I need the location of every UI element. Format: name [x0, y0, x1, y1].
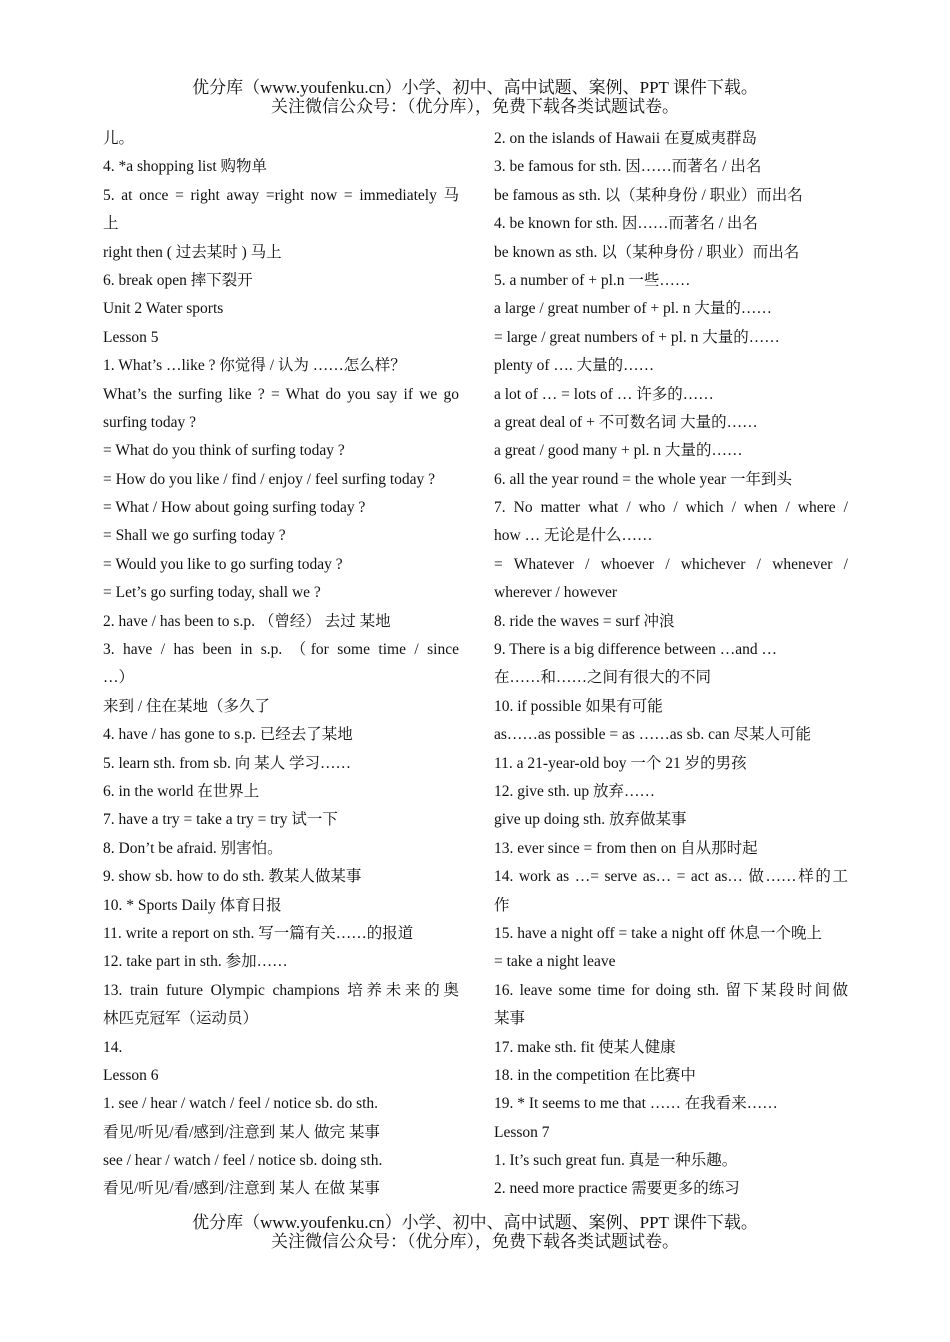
text-line: 9. show sb. how to do sth. 教某人做某事: [103, 868, 362, 886]
text-line: be known as sth. 以（某种身份 / 职业）而出名: [494, 243, 800, 261]
text-line: Lesson 7: [494, 1123, 550, 1141]
text-line: = Shall we go surfing today ?: [103, 527, 286, 545]
page-footer: [0, 1213, 950, 1251]
text-line: 17. make sth. fit 使某人健康: [494, 1038, 676, 1056]
text-line: = Whatever / whoever / whichever / whenever /: [494, 555, 848, 573]
text-line: 林匹克冠军（运动员）: [103, 1010, 259, 1028]
text-line: 2. on the islands of Hawaii 在夏威夷群岛: [494, 130, 758, 147]
text-line: 上: [103, 215, 119, 233]
text-line: 6. in the world 在世界上: [103, 782, 260, 800]
text-line: 作: [494, 896, 510, 914]
text-line: 13. train future Olympic champions 培养未来的奥: [103, 981, 459, 999]
text-line: 来到 / 住在某地（多久了: [103, 697, 271, 715]
text-line: a great deal of + 不可数名词 大量的……: [494, 413, 758, 431]
text-line: 2. need more practice 需要更多的练习: [494, 1180, 740, 1198]
text-line: 1. What’s …like ? 你觉得 / 认为 ……怎么样？: [103, 357, 406, 375]
header-line-2: 关注微信公众号：（优分库），免费下载各类试题试卷。: [271, 97, 679, 116]
text-line: wherever / however: [494, 584, 618, 602]
text-line: 7. have a try = take a try = try 试一下: [103, 811, 338, 829]
text-line: = How do you like / find / enjoy / feel surfing today ?: [103, 470, 436, 488]
text-line: 10. * Sports Daily 体育日报: [103, 896, 282, 914]
text-line: = What do you think of surfing today ?: [103, 442, 345, 460]
text-line: 18. in the competition 在比赛中: [494, 1066, 696, 1084]
footer-line-2: 关注微信公众号：（优分库），免费下载各类试题试卷。: [271, 1232, 679, 1251]
text-line: 看见/听见/看/感到/注意到 某人 做完 某事: [103, 1123, 380, 1141]
text-line: …）: [103, 669, 135, 687]
text-line: 某事: [494, 1010, 526, 1028]
text-line: 19. * It seems to me that …… 在我看来……: [494, 1095, 778, 1113]
text-line: right then ( 过去某时 ) 马上: [103, 243, 282, 261]
text-line: surfing today ?: [103, 413, 196, 431]
page-header: [0, 78, 950, 116]
text-line: 5. at once = right away =right now = immediately 马: [103, 186, 459, 204]
text-line: how … 无论是什么……: [494, 527, 653, 545]
text-line: as……as possible = as ……as sb. can 尽某人可能: [494, 726, 811, 744]
header-line-1: 优分库（www.youfenku.cn）小学、初中、高中试题、案例、PPT 课件下载。: [192, 78, 758, 97]
text-line: 14.: [103, 1038, 123, 1056]
text-line: a lot of … = lots of … 许多的……: [494, 385, 714, 403]
text-line: 6. all the year round = the whole year 一年到头: [494, 470, 792, 488]
text-line: 5. learn sth. from sb. 向 某人 学习……: [103, 754, 351, 772]
text-line: 4. *a shopping list 购物单: [103, 158, 268, 176]
text-line: Lesson 5: [103, 328, 159, 346]
text-line: 8. Don’t be afraid. 别害怕。: [103, 839, 283, 857]
text-line: 8. ride the waves = surf 冲浪: [494, 612, 675, 630]
text-line: 看见/听见/看/感到/注意到 某人 在做 某事: [103, 1180, 380, 1198]
text-line: 4. have / has gone to s.p. 已经去了某地: [103, 726, 353, 744]
text-line: 3. have / has been in s.p. （for some time / since: [103, 641, 459, 659]
text-line: 9. There is a big difference between …and …: [494, 641, 778, 659]
text-line: plenty of …. 大量的……: [494, 357, 655, 375]
text-line: 1. see / hear / watch / feel / notice sb. do sth.: [103, 1095, 379, 1113]
text-line: 10. if possible 如果有可能: [494, 697, 663, 715]
text-line: 13. ever since = from then on 自从那时起: [494, 839, 758, 857]
text-line: a great / good many + pl. n 大量的……: [494, 442, 743, 460]
text-line: 4. be known for sth. 因……而著名 / 出名: [494, 215, 758, 233]
footer-line-1: 优分库（www.youfenku.cn）小学、初中、高中试题、案例、PPT 课件下载。: [192, 1213, 758, 1232]
text-line: What’s the surfing like ? = What do you say if we go: [103, 385, 459, 403]
text-line: = large / great numbers of + pl. n 大量的……: [494, 328, 780, 346]
text-line: 14. work as …= serve as… = act as… 做……样的工: [494, 868, 848, 886]
text-line: 儿。: [103, 130, 135, 147]
text-line: = Let’s go surfing today, shall we ?: [103, 584, 321, 602]
text-line: 15. have a night off = take a night off 休息一个晚上: [494, 924, 823, 942]
text-line: 7. No matter what / who / which / when / where /: [494, 499, 848, 517]
text-line: Unit 2 Water sports: [103, 300, 224, 318]
text-line: 2. have / has been to s.p. （曾经） 去过 某地: [103, 612, 391, 630]
text-line: 12. give sth. up 放弃……: [494, 782, 656, 800]
left-column: [103, 125, 459, 1204]
text-line: = What / How about going surfing today ?: [103, 499, 366, 517]
text-line: 16. leave some time for doing sth. 留下某段时间做: [494, 981, 848, 999]
text-line: 6. break open 摔下裂开: [103, 271, 253, 289]
text-line: give up doing sth. 放弃做某事: [494, 811, 687, 829]
right-column: [494, 125, 848, 1204]
text-line: 3. be famous for sth. 因……而著名 / 出名: [494, 158, 762, 176]
text-line: be famous as sth. 以（某种身份 / 职业）而出名: [494, 186, 803, 204]
text-line: = take a night leave: [494, 953, 616, 971]
text-line: 在……和……之间有很大的不同: [494, 669, 712, 687]
text-line: 11. a 21-year-old boy 一个 21 岁的男孩: [494, 754, 747, 772]
text-line: 1. It’s such great fun. 真是一种乐趣。: [494, 1152, 738, 1170]
text-line: = Would you like to go surfing today ?: [103, 555, 343, 573]
text-line: 12. take part in sth. 参加……: [103, 953, 288, 971]
text-line: see / hear / watch / feel / notice sb. doing sth.: [103, 1152, 383, 1170]
text-line: 11. write a report on sth. 写一篇有关……的报道: [103, 924, 414, 942]
text-line: a large / great number of + pl. n 大量的……: [494, 300, 772, 318]
text-line: Lesson 6: [103, 1066, 159, 1084]
text-line: 5. a number of + pl.n 一些……: [494, 271, 691, 289]
